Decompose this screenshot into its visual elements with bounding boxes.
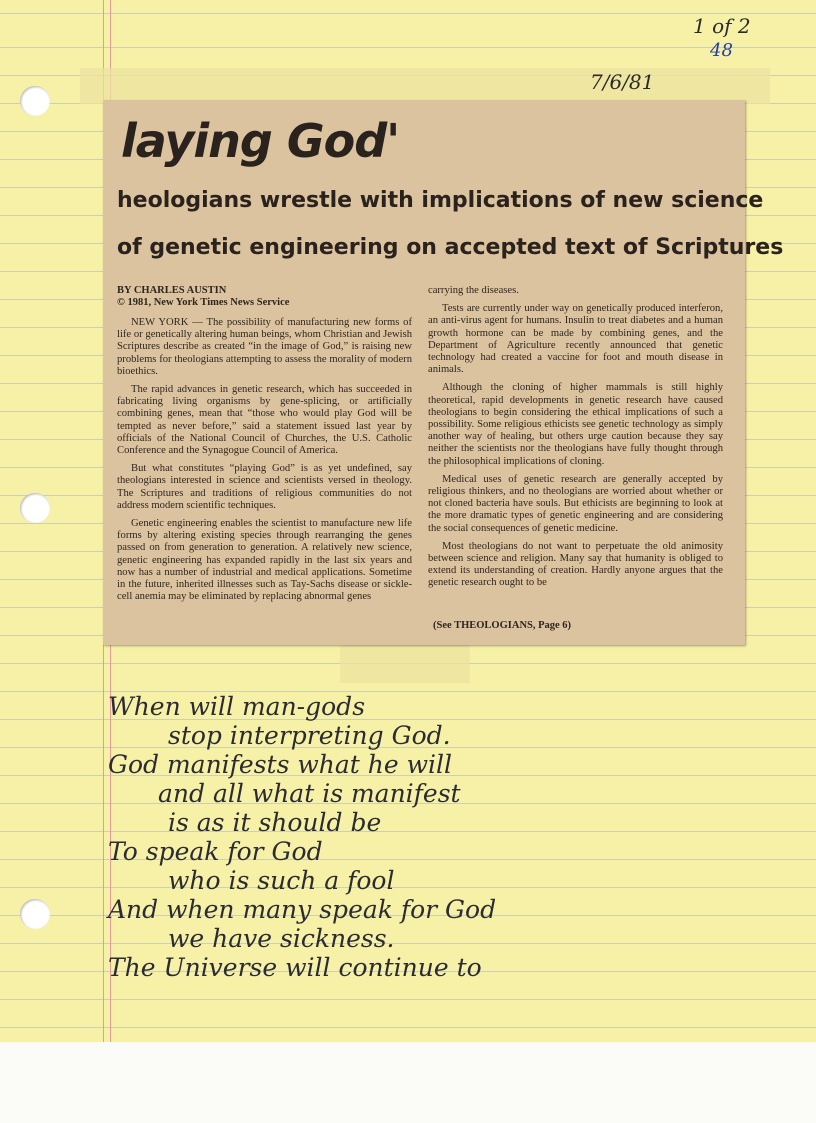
poem-line: who is such a fool [168,866,395,895]
paragraph: Tests are currently under way on genetically produced interferon, an anti-virus agent for humans. Insulin to treat diabetes and a human growth hormone can be made by combining genes, and the Department of Agriculture recently announced that genetic technology had created a vaccine for foot and mouth disease in animals. [428,303,723,376]
poem-line: When will man-gods [108,692,366,721]
subheadline: heologians wrestle with implications of new science [117,188,764,213]
tape-strip [80,68,770,104]
paragraph: carrying the diseases. [428,285,519,296]
punch-hole [20,493,50,523]
headline: laying God' [121,114,400,168]
poem-line: stop interpreting God. [168,721,451,750]
byline: BY CHARLES AUSTIN [117,285,227,296]
poem-line: and all what is manifest [158,779,461,808]
article-column-right [428,285,723,596]
copyright: © 1981, New York Times News Service [117,297,290,308]
page-marker: 1 of 2 [693,14,751,38]
punch-hole [20,899,50,929]
article-column-left [117,285,412,609]
paragraph: Although the cloning of higher mammals is still highly theoretical, rapid developments in genetic research have caused theologians to begin considering the ethical implications of such a possibility. Some religious ethicists see genetic technology as simply another way of healing, but others urge caution because they say neither the scientists nor the theologians have fully thought through the philosophical implications of cloning. [428,382,723,467]
continuation-note: (See THEOLOGIANS, Page 6) [433,620,572,631]
paragraph: Most theologians do not want to perpetuate the old animosity between science and religion. Many say that humanity is obliged to extend its understanding of creation. Hardly anyone argues that the genetic research ought to be [428,540,723,589]
date-note: 7/6/81 [590,70,655,94]
newspaper-clipping [103,100,784,645]
paragraph: Genetic engineering enables the scientist to manufacture new life forms by altering existing species through rearranging the genes passed on from generation to generation. A relatively new science, genetic engineering has expanded rapidly in the last six years and now has a number of industrial and medical applications. Sometime in the future, inherited illnesses such as Tay-Sachs disease or sickle-cell anemia may be eliminated by replacing abnormal genes [117,518,412,603]
poem-line: God manifests what he will [108,750,453,779]
poem-line: To speak for God [108,837,323,866]
punch-hole [20,86,50,116]
subheadline: of genetic engineering on accepted text of Scriptures [117,235,784,260]
paragraph: Medical uses of genetic research are generally accepted by religious thinkers, and no theologians are worried about whether or not cloned bacteria have souls. But ethicists are beginning to look at the more dramatic types of genetic engineering and are considering the social consequences of genetic medicine. [428,473,723,534]
paragraph: The rapid advances in genetic research, which has succeeded in fabricating living organisms by gene-splicing, or artificially combining genes, mean that “those who would play God will be tempted as never before,” said a statement issued last year by officials of the National Council of Churches, the U.S. Catholic Conference and the Synagogue Council of America. [117,384,412,457]
paragraph: But what constitutes “playing God” is as yet undefined, say theologians interested in science and scientists versed in theology. The Scriptures and traditions of religious communities do not address modern scientific techniques. [117,463,412,511]
poem-line: we have sickness. [168,924,395,953]
paragraph: NEW YORK — The possibility of manufacturing new forms of life or genetically altering human beings, whom Christian and Jewish Scriptures describe as created “in the image of God,” is raising new problems for theologians attempting to assess the morality of modern bioethics. [117,317,412,377]
poem-line: And when many speak for God [108,895,497,924]
handwritten-poem [108,692,496,982]
poem-line: The Universe will continue to [108,953,482,982]
page-number: 48 [710,40,733,61]
poem-line: is as it should be [168,808,382,837]
